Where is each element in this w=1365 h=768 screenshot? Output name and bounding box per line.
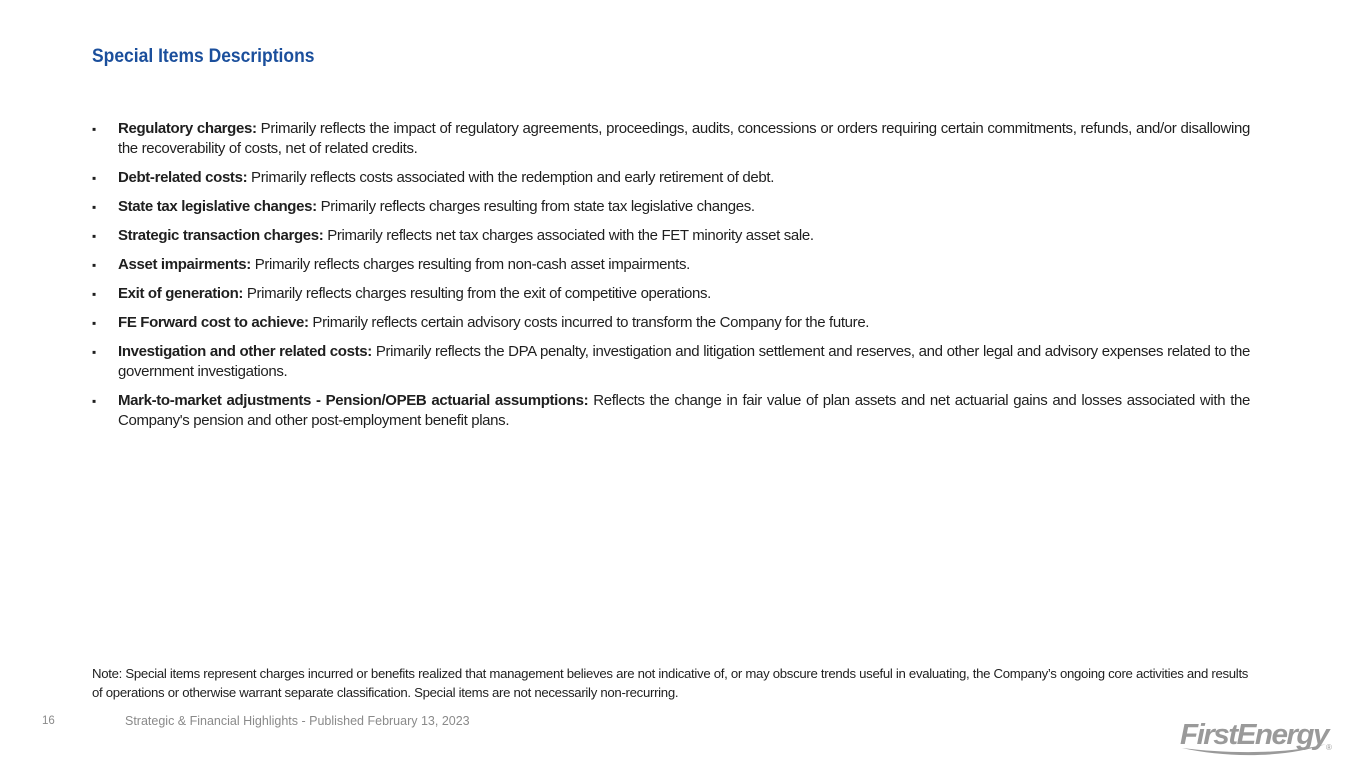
item-description: Primarily reflects charges resulting from non-cash asset impairments. [250,256,690,273]
item-term: Investigation and other related costs: [118,343,372,360]
firstenergy-logo [1176,714,1336,762]
item-term: Mark-to-market adjustments - Pension/OPEB actuarial assumptions: [118,392,589,409]
item-term: Exit of generation: [118,285,244,302]
item-description: Reflects the change in fair value of plan assets and net actuarial gains and losses associated with the Company's pension and other post-employment benefit plans. [118,392,1250,429]
logo-wordmark: FirstEnergy [1180,719,1332,751]
item-term: Asset impairments: [118,256,251,273]
item-description: Primarily reflects charges resulting from state tax legislative changes. [316,198,755,215]
bullet-square-icon: ▪ [92,316,96,330]
bullet-square-icon: ▪ [92,171,96,185]
bullet-square-icon: ▪ [92,394,96,408]
item-description: Primarily reflects net tax charges associated with the FET minority asset sale. [323,227,814,244]
item-description: Primarily reflects costs associated with the redemption and early retirement of debt. [247,169,775,186]
list-item [92,391,1250,431]
footer-text: Strategic & Financial Highlights - Published February 13, 2023 [125,714,470,728]
bullet-square-icon: ▪ [92,287,96,301]
list-item [92,284,1250,304]
bullet-square-icon: ▪ [92,200,96,214]
item-description: Primarily reflects the impact of regulatory agreements, proceedings, audits, concessions or orders requiring certain commitments, refunds, and/or disallowing the recoverability of costs, net of related credits. [118,120,1250,157]
item-term: Debt-related costs: [118,169,248,186]
item-term: State tax legislative changes: [118,198,317,215]
list-item [92,255,1250,275]
item-description: Primarily reflects charges resulting from the exit of competitive operations. [243,285,711,302]
item-description: Primarily reflects certain advisory costs incurred to transform the Company for the future. [308,314,870,331]
bullet-square-icon: ▪ [92,258,96,272]
special-items-list [92,119,1250,440]
list-item [92,119,1250,159]
page-number: 16 [42,715,55,727]
list-item [92,168,1250,188]
bullet-square-icon: ▪ [92,122,96,136]
item-term: FE Forward cost to achieve: [118,314,309,331]
item-description: Primarily reflects the DPA penalty, investigation and litigation settlement and reserves, and other legal and advisory expenses related to the government investigations. [118,343,1250,380]
item-term: Regulatory charges: [118,120,257,137]
list-item [92,342,1250,382]
list-item [92,197,1250,217]
bullet-square-icon: ▪ [92,229,96,243]
page-title: Special Items Descriptions [92,46,315,67]
list-item [92,226,1250,246]
bullet-square-icon: ▪ [92,345,96,359]
list-item [92,313,1250,333]
item-term: Strategic transaction charges: [118,227,324,244]
logo-registered-mark: ® [1326,743,1332,752]
footnote: Note: Special items represent charges incurred or benefits realized that management believes are not indicative of, or may obscure trends useful in evaluating, the Company’s ongoing core activities and results of operations or otherwise warrant separate classification. Special items are not necessarily non-recurring. [92,666,1249,700]
